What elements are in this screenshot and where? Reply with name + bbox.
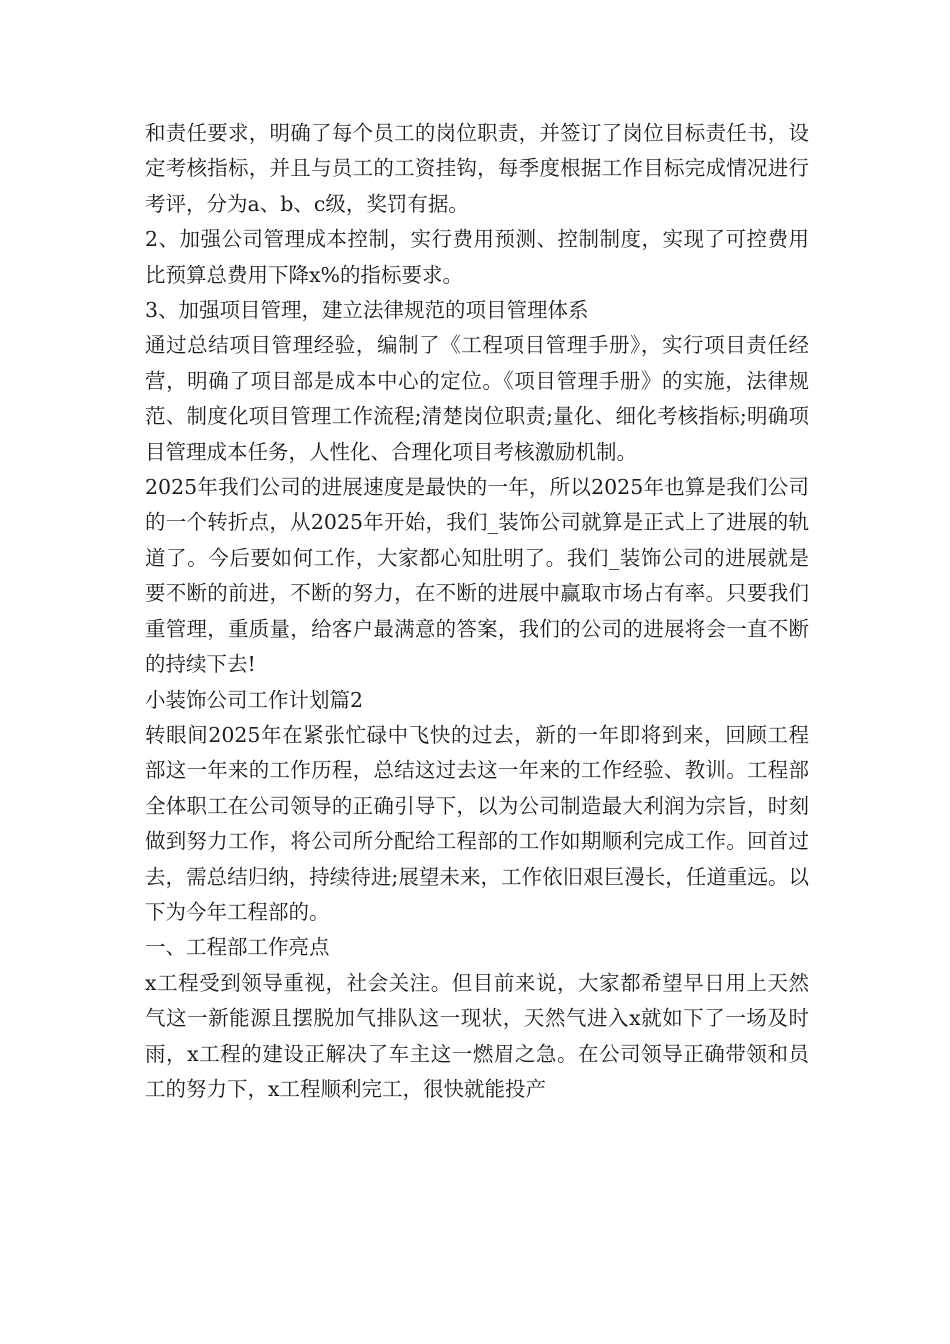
paragraph-cost-control: 2、加强公司管理成本控制，实行费用预测、控制制度，实现了可控费用比预算总费用下降x%的指标要求。: [145, 227, 809, 287]
paragraph-responsibility: 和责任要求，明确了每个员工的岗位职责，并签订了岗位目标责任书，设定考核指标，并且与员工的工资挂钩，每季度根据工作目标完成情况进行考评，分为a、b、c级，奖罚有据。: [145, 121, 809, 216]
section-title: 小装饰公司工作计划篇2: [145, 687, 364, 712]
paragraph-company-progress: 2025年我们公司的进展速度是最快的一年，所以2025年也算是我们公司的一个转折点，从2025年开始，我们_装饰公司就算是正式上了进展的轨道了。今后要如何工作，大家都心知肚明了。我们_装饰公司的进展就是要不断的前进，不断的努力，在不断的进展中赢取市场占有率。只要我们重管理，重质量，给客户最满意的答案，我们的公司的进展将会一直不断的持续下去!: [145, 475, 809, 677]
document-body: [145, 116, 809, 1107]
paragraph-project-manual: 通过总结项目管理经验，编制了《工程项目管理手册》，实行项目责任经营，明确了项目部是成本中心的定位。《项目管理手册》的实施，法律规范、制度化项目管理工作流程;清楚岗位职责;量化、细化考核指标;明确项目管理成本任务，人性化、合理化项目考核激励机制。: [145, 333, 809, 464]
heading-highlights: 一、工程部工作亮点: [145, 935, 330, 960]
paragraph-gas-project: x工程受到领导重视，社会关注。但目前来说，大家都希望早日用上天然气这一新能源且摆脱加气排队这一现状，天然气进入x就如下了一场及时雨，x工程的建设正解决了车主这一燃眉之急。在公司领导正确带领和员工的努力下，x工程顺利完工，很快就能投产: [145, 970, 809, 1101]
paragraph-year-review: 转眼间2025年在紧张忙碌中飞快的过去，新的一年即将到来，回顾工程部这一年来的工作历程，总结这过去这一年来的工作经验、教训。工程部全体职工在公司领导的正确引导下，以为公司制造最大利润为宗旨，时刻做到努力工作，将公司所分配给工程部的工作如期顺利完成工作。回首过去，需总结归纳，持续待进;展望未来，工作依旧艰巨漫长，任道重远。以下为今年工程部的。: [145, 722, 809, 924]
heading-project-management: 3、加强项目管理，建立法律规范的项目管理体系: [145, 298, 589, 323]
